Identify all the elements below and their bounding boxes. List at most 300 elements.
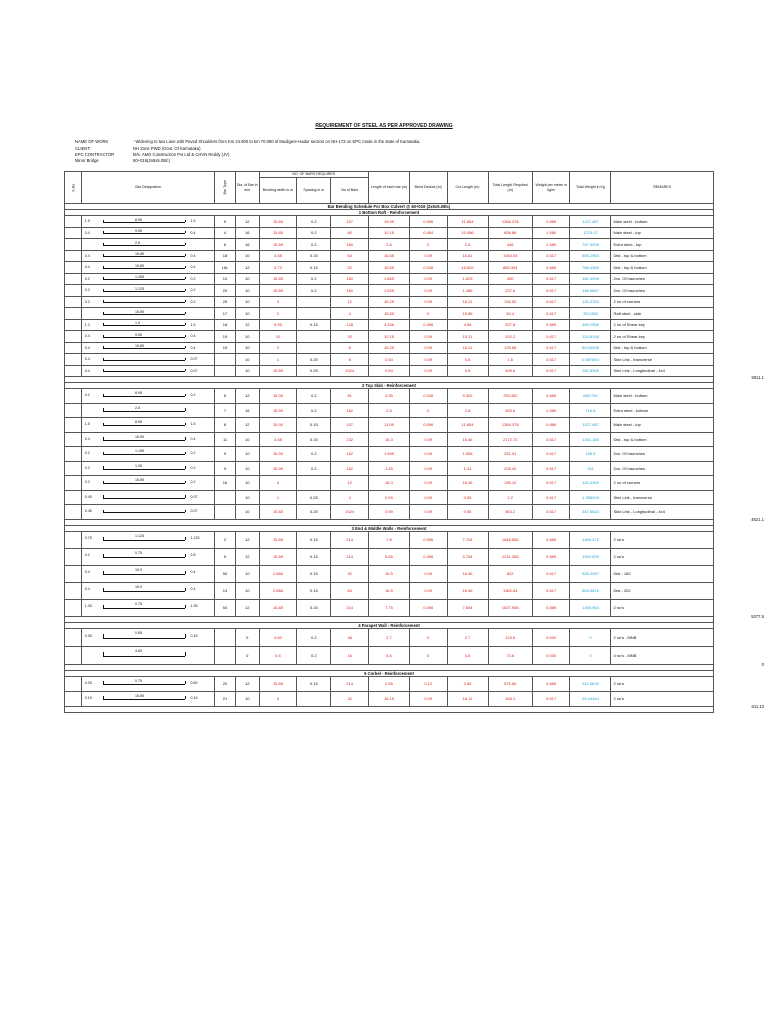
bar-shape-line [103, 512, 185, 513]
cell-dia: 10 [235, 432, 259, 447]
cell-remarks: 2no. Of haunches [611, 461, 714, 476]
bar-shape-hook-left [103, 605, 104, 608]
cell-bend-deduct: 0.048 [409, 389, 447, 404]
table-row [65, 354, 714, 366]
cell-total-weight: 252.8395 [570, 365, 611, 377]
section-title: 2 Top Slab - Reinforcement [65, 383, 714, 389]
table-row [65, 548, 714, 565]
cell-length-each: 16.5 [368, 582, 409, 599]
shape-dim-right: 0.15 [190, 633, 198, 638]
cell-total-length: 2172.72 [488, 432, 532, 447]
cell-slno [65, 365, 82, 377]
bar-shape-hook-right [185, 452, 186, 455]
cell-dia: 10 [235, 273, 259, 285]
cell-length-each: 1.45 [368, 461, 409, 476]
cell-cut-length: 16.46 [447, 565, 488, 582]
cell-total-length: 1063.04 [488, 250, 532, 262]
table-row [65, 389, 714, 404]
table-row [65, 262, 714, 274]
cell-remarks: Dist - top & bottom [611, 250, 714, 262]
shape-dim-left: 0.4 [84, 253, 90, 258]
table-row [65, 531, 714, 548]
cell-remarks: Dist - 202 [611, 582, 714, 599]
cell-weight-per-m: 0.889 [532, 418, 570, 433]
cell-weight-per-m: 0.617 [532, 285, 570, 297]
cell-dia: 10 [235, 285, 259, 297]
bar-shape-cell [82, 216, 215, 228]
cell-remarks: Dist - top & bottom [611, 432, 714, 447]
cell-spacing: 0.2 [297, 285, 331, 297]
bar-shape-hook-left [103, 588, 104, 591]
cell-slno [65, 461, 82, 476]
cell-spacing: 0.15 [297, 319, 331, 331]
cell-length-each: 2.8 [368, 239, 409, 251]
cell-weight-per-m: 0.617 [532, 461, 570, 476]
cell-remarks: 2 no's [611, 691, 714, 706]
section-total: 5911.1 [751, 374, 764, 380]
shape-dim-main: 15.85 [134, 478, 144, 483]
cell-dia: 0 [235, 628, 259, 646]
cell-weight-per-m: 0.889 [532, 216, 570, 228]
bar-shape-line [103, 699, 185, 700]
cell-no-of-bars: 162 [331, 447, 369, 462]
bar-shape-cell [82, 331, 215, 343]
bar-shape-hook-right [185, 220, 186, 222]
bar-shape-cell [82, 548, 215, 565]
shape-dim-right: 1.35 [190, 604, 198, 609]
cell-bend-deduct: 0.09 [409, 582, 447, 599]
cell-remarks: 2 no's [611, 599, 714, 616]
cell-no-of-bars: 84 [331, 582, 369, 599]
cell-no-of-bars: 214 [331, 676, 369, 691]
shape-dim-right: 0.2 [190, 451, 196, 456]
cell-bending-width: 15.85 [259, 599, 297, 616]
table-row [65, 599, 714, 616]
cell-remarks: 2no. Of haunches [611, 447, 714, 462]
shape-dim-left: 0.75 [84, 536, 92, 541]
bar-shape-hook-right [185, 254, 186, 256]
shape-dim-right: 0.07 [190, 357, 198, 362]
cell-bending-width: 15.90 [259, 461, 297, 476]
cell-bending-width: 1 [259, 354, 297, 366]
cell-weight-per-m: 1.580 [532, 227, 570, 239]
cell-length-each: 16.25 [368, 342, 409, 354]
cell-dia: 10 [235, 565, 259, 582]
cell-total-length: 129.68 [488, 342, 532, 354]
cell-bending-width: 4 [259, 476, 297, 491]
cell-cut-length: 16.26 [447, 476, 488, 491]
shape-dim-main: 0.75 [134, 678, 142, 683]
bar-shape-line [103, 245, 185, 246]
cell-remarks: Dist - top & bottom [611, 342, 714, 354]
shape-dim-left: 0.2 [84, 288, 90, 293]
shape-dim-left: 1.3 [84, 322, 90, 327]
table-row [65, 239, 714, 251]
cell-bar-type [215, 505, 235, 520]
cell-spacing: 0.15 [297, 676, 331, 691]
cell-spacing: 0.25 [297, 505, 331, 520]
col-bend-deduct: Bend Deduct (m) [409, 172, 447, 204]
shape-dim-left: 1.35 [84, 604, 92, 609]
cell-total-length: 575.66 [488, 676, 532, 691]
table-row [65, 490, 714, 505]
cell-slno [65, 565, 82, 582]
cell-dia: 10 [235, 250, 259, 262]
cell-weight-per-m: 0.889 [532, 319, 570, 331]
cell-cut-length: 4.6 [447, 646, 488, 664]
cell-weight-per-m: 0.889 [532, 531, 570, 548]
bar-shape-line [103, 574, 185, 575]
cell-bending-width: 15.85 [259, 676, 297, 691]
cell-cut-length: 1.625 [447, 273, 488, 285]
cell-slno [65, 490, 82, 505]
cell-total-weight: 1.358025 [570, 490, 611, 505]
bar-shape-line [103, 469, 185, 470]
cell-dia: 12 [235, 216, 259, 228]
cell-total-weight: 655.2963 [570, 250, 611, 262]
shape-dim-right: 2.8 [190, 553, 196, 558]
shape-dim-left: 0.4 [84, 334, 90, 339]
cell-bending-width: 15.90 [259, 418, 297, 433]
cell-no-of-bars: 160 [331, 239, 369, 251]
shape-dim-main: 1.05 [134, 463, 142, 468]
cell-bar-type: 15 [215, 342, 235, 354]
section-total: 4621.1 [751, 517, 764, 522]
bar-shape-hook-right [185, 346, 186, 348]
cell-cut-length: 2.8 [447, 403, 488, 418]
shape-dim-main: 4.60 [134, 649, 142, 654]
cell-slno [65, 676, 82, 691]
name-of-work-value: : Widening to two Lane with Paved Shoulders from Km 24.600 to km 70.060 of Mudigere-Hadur section on NH-173 on EPC mode in the state of Karnataka. [133, 139, 421, 144]
cell-length-each: 7.8 [368, 531, 409, 548]
cell-bend-deduct: 0.096 [409, 531, 447, 548]
cell-spacing: 0.15 [297, 418, 331, 433]
table-row [65, 582, 714, 599]
shape-dim-right: 0.4 [190, 334, 196, 339]
cell-total-length: 73.6 [488, 646, 532, 664]
bar-shape-hook-right [185, 408, 186, 411]
cell-total-weight: 141 [570, 461, 611, 476]
cell-length-each: 16.3 [368, 476, 409, 491]
cell-bar-type: 6 [215, 239, 235, 251]
cell-no-of-bars: 64 [331, 250, 369, 262]
cell-remarks: 2no. Of haunches [611, 285, 714, 297]
epc-contractor [75, 152, 229, 157]
section-spacer [65, 706, 714, 712]
cell-total-length: 1.6 [488, 354, 532, 366]
client-label: CLIENT: [75, 146, 91, 151]
cell-spacing: 0.2 [297, 273, 331, 285]
cell-total-weight: 1275.07 [570, 227, 611, 239]
col-no-of-bars: No of Bars [331, 178, 369, 204]
shape-dim-right: 0.50 [190, 680, 198, 685]
cell-weight-per-m: 0.617 [532, 432, 570, 447]
cell-slno [65, 262, 82, 274]
shape-dim-right: 0.2 [190, 393, 196, 398]
cell-slno [65, 250, 82, 262]
shape-dim-main: 15.85 [134, 344, 144, 349]
bar-shape-line [103, 337, 185, 338]
cell-total-weight: 160.4908 [570, 273, 611, 285]
cell-bar-type [215, 490, 235, 505]
cell-remarks: 2 no of Shear key [611, 331, 714, 343]
cell-cut-length: 16.46 [447, 432, 488, 447]
cell-slno [65, 505, 82, 520]
cell-cut-length: 11.854 [447, 216, 488, 228]
bar-shape-line [103, 454, 185, 455]
shape-dim-right: 1.5 [190, 422, 196, 427]
cell-dia: 10 [235, 691, 259, 706]
cell-no-of-bars: 12 [331, 296, 369, 308]
cell-cut-length: 16.61 [447, 250, 488, 262]
bar-shape-line [103, 396, 185, 397]
col-remarks: REMARKS [611, 172, 714, 204]
shape-dim-right: 1.5 [190, 219, 196, 224]
bar-shape-hook-left [103, 300, 104, 302]
cell-total-weight: 766.4369 [570, 262, 611, 274]
shape-dim-left: 0.4 [84, 368, 90, 373]
cell-dia: 12 [235, 262, 259, 274]
cell-bar-type: 8 [215, 418, 235, 433]
cell-bending-width: 15.85 [259, 227, 297, 239]
cell-weight-per-m: 0.617 [532, 250, 570, 262]
cell-bar-type: 4 [215, 227, 235, 239]
cell-weight-per-m: 0.617 [532, 331, 570, 343]
cell-bend-deduct: 0.09 [409, 331, 447, 343]
bar-shape-line [103, 557, 185, 558]
bar-shape-hook-left [103, 323, 104, 325]
cell-bend-deduct: 0.064 [409, 227, 447, 239]
bar-shape-cell [82, 418, 215, 433]
cell-remarks: 2 no of corners [611, 476, 714, 491]
cell-slno [65, 354, 82, 366]
cell-spacing: 0.25 [297, 354, 331, 366]
bar-shape-cell [82, 365, 215, 377]
bar-shape-cell [82, 354, 215, 366]
cell-remarks: Main steel - bottom [611, 389, 714, 404]
cell-bend-deduct: 0.09 [409, 285, 447, 297]
cell-bending-width: 15.85 [259, 285, 297, 297]
cell-spacing [297, 342, 331, 354]
cell-dia: 10 [235, 505, 259, 520]
cell-cut-length: 16.21 [447, 296, 488, 308]
cell-total-length: 563.2 [488, 505, 532, 520]
cell-dia: 16 [235, 227, 259, 239]
shape-dim-right: 0.4 [190, 345, 196, 350]
bar-shape-cell [82, 273, 215, 285]
cell-weight-per-m: 0.889 [532, 262, 570, 274]
bar-shape-hook-left [103, 634, 104, 637]
cell-bar-type: 10 [215, 273, 235, 285]
shape-dim-main: 15.85 [134, 252, 144, 257]
cell-no-of-bars: 214 [331, 599, 369, 616]
cell-bend-deduct: 0.09 [409, 342, 447, 354]
cell-bar-type [215, 354, 235, 366]
bar-shape-cell [82, 582, 215, 599]
cell-dia: 10 [235, 354, 259, 366]
shape-dim-left: 0.4 [84, 587, 90, 592]
cell-total-weight: 347.6543 [570, 505, 611, 520]
cell-dia: 10 [235, 365, 259, 377]
cell-dia: 10 [235, 490, 259, 505]
cell-total-weight: 0 [570, 646, 611, 664]
cell-dia: 12 [235, 389, 259, 404]
table-row [65, 403, 714, 418]
shape-dim-left: 0.4 [84, 230, 90, 235]
bar-shape-line [103, 638, 185, 639]
cell-slno [65, 476, 82, 491]
bar-shape-line [103, 425, 185, 426]
cell-no-of-bars: 32 [331, 691, 369, 706]
shape-dim-left: 0.45 [84, 509, 92, 514]
shape-dim-main: 1.5 [134, 321, 140, 326]
section-title: 3 End & Middle Walls - Reinforcement [65, 525, 714, 531]
cell-spacing: 0.2 [297, 389, 331, 404]
col-total-length: Total Length Required (m) [488, 172, 532, 204]
cell-slno [65, 691, 82, 706]
bar-shape-cell [82, 308, 215, 320]
schedule-body [65, 204, 714, 713]
cell-total-weight: 99.44444 [570, 691, 611, 706]
cell-total-length: 1648.656 [488, 531, 532, 548]
bar-shape-line [103, 411, 185, 412]
cell-slno [65, 548, 82, 565]
cell-bending-width: 15.85 [259, 548, 297, 565]
cell-weight-per-m: 0.889 [532, 676, 570, 691]
bar-shape-hook-left [103, 437, 104, 440]
bar-shape-hook-right [185, 588, 186, 591]
name-of-work [75, 139, 420, 144]
cell-length-each: 0.59 [368, 490, 409, 505]
cell-weight-per-m: 0.617 [532, 582, 570, 599]
bar-shape-hook-left [103, 452, 104, 455]
cell-remarks: Dist - top & bottom [611, 262, 714, 274]
cell-total-length: 448 [488, 239, 532, 251]
cell-no-of-bars: 81 [331, 389, 369, 404]
bar-shape-hook-left [103, 312, 104, 314]
shape-dim-right: 0.2 [190, 299, 196, 304]
cell-total-weight: 1465.472 [570, 531, 611, 548]
cell-total-weight: 155.5 [570, 447, 611, 462]
bar-shape-hook-right [185, 369, 186, 371]
cell-bending-width: 2.886 [259, 582, 297, 599]
bar-shape-cell [82, 531, 215, 548]
cell-total-length: 251.91 [488, 447, 532, 462]
shape-dim-left: 0.2 [84, 276, 90, 281]
cell-bend-deduct: 0.096 [409, 599, 447, 616]
cell-no-of-bars: 214 [331, 548, 369, 565]
cell-no-of-bars: 16 [331, 646, 369, 664]
shape-dim-left: 0.35 [84, 633, 92, 638]
section-title: 4 Parapet Wall - Reinforcement [65, 622, 714, 628]
cell-length-each: 4.6 [368, 646, 409, 664]
cell-bar-type [215, 646, 235, 664]
cell-bend-deduct: 0 [409, 628, 447, 646]
shape-dim-left: 0.2 [84, 480, 90, 485]
bar-shape-hook-left [103, 266, 104, 268]
table-row [65, 342, 714, 354]
bar-shape-hook-right [185, 571, 186, 574]
cell-spacing [297, 691, 331, 706]
cell-length-each: 16.65 [368, 250, 409, 262]
cell-total-weight: 146.6667 [570, 285, 611, 297]
shape-dim-left: 0.15 [84, 695, 92, 700]
cell-bending-width: 1 [259, 490, 297, 505]
cell-bar-type: 18 [215, 319, 235, 331]
cell-total-weight: 1341.185 [570, 432, 611, 447]
cell-total-length: 753.462 [488, 389, 532, 404]
bar-shape-line [103, 325, 185, 326]
cell-bend-deduct: 0.09 [409, 365, 447, 377]
bar-shape-hook-right [185, 696, 186, 699]
bar-shape-hook-right [185, 634, 186, 637]
cell-bend-deduct: 0.09 [409, 565, 447, 582]
cell-bar-type: 26 [215, 296, 235, 308]
cell-total-length: 195.12 [488, 476, 532, 491]
bar-shape-hook-left [103, 423, 104, 426]
cell-no-of-bars: 214 [331, 531, 369, 548]
shape-dim-left: 0.2 [84, 393, 90, 398]
cell-bending-width: 2.886 [259, 565, 297, 582]
cell-length-each: 1.665 [368, 273, 409, 285]
cell-cut-length: 5.754 [447, 548, 488, 565]
cell-slno [65, 447, 82, 462]
shape-dim-main: 1.195 [134, 449, 144, 454]
cell-remarks: Skin Link - Longitudinal - 4x4 [611, 505, 714, 520]
cell-spacing: 0.2 [297, 239, 331, 251]
cell-bar-type: 13 [215, 582, 235, 599]
cell-cut-length: 4.06 [447, 319, 488, 331]
cell-no-of-bars: 8 [331, 342, 369, 354]
cell-no-of-bars: 128 [331, 319, 369, 331]
cell-weight-per-m: 1.580 [532, 403, 570, 418]
bar-shape-hook-left [103, 369, 104, 371]
shape-dim-right: 0.2 [190, 288, 196, 293]
bar-shape-line [103, 291, 185, 292]
bar-shape-hook-left [103, 495, 104, 498]
cell-slno [65, 239, 82, 251]
cell-weight-per-m: 0.617 [532, 505, 570, 520]
cell-cut-length: 1.555 [447, 447, 488, 462]
bar-shape-cell [82, 262, 215, 274]
cell-bar-type: 11 [215, 432, 235, 447]
cell-bending-width: 15.85 [259, 216, 297, 228]
bar-shape-hook-right [185, 437, 186, 440]
epc-contractor-value: M/s. AMG Construction Pvt Ltd & CHVN Reddy (JV) [133, 152, 230, 157]
cell-length-each: 9.35 [368, 389, 409, 404]
cell-bar-type [215, 365, 235, 377]
cell-dia: 10 [235, 331, 259, 343]
cell-bend-deduct: 0.09 [409, 273, 447, 285]
bar-shape-cell [82, 285, 215, 297]
cell-spacing [297, 308, 331, 320]
bar-shape-hook-left [103, 335, 104, 337]
cell-total-weight: 0.987654 [570, 354, 611, 366]
cell-bar-type: 9 [215, 461, 235, 476]
section-total: 0 [761, 662, 764, 667]
bar-shape-cell [82, 447, 215, 462]
cell-cut-length: 16.602 [447, 262, 488, 274]
shape-dim-right: 0.4 [190, 587, 196, 592]
cell-cut-length: 10.086 [447, 227, 488, 239]
cell-total-weight: 120.0763 [570, 296, 611, 308]
bar-shape-hook-right [185, 394, 186, 397]
cell-bar-type: 7 [215, 403, 235, 418]
bar-shape-hook-left [103, 289, 104, 291]
cell-bar-type: 50 [215, 565, 235, 582]
cell-slno [65, 599, 82, 616]
bar-shape-hook-left [103, 254, 104, 256]
